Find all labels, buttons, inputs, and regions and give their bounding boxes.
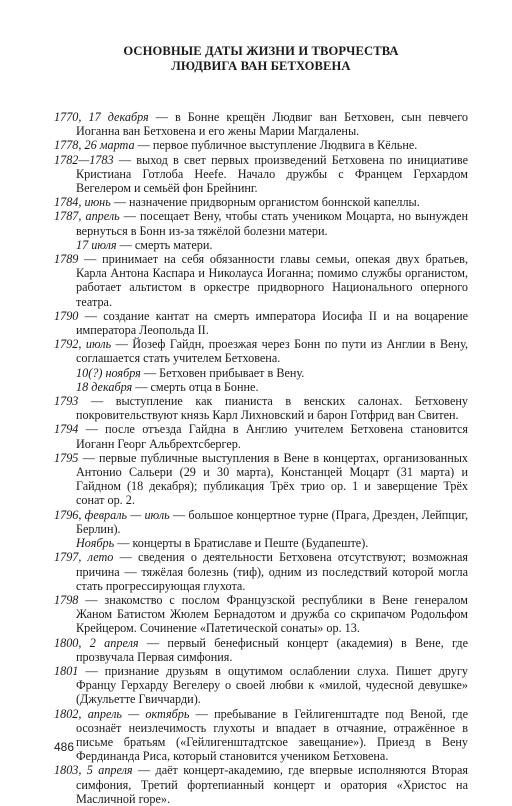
entry-date: 1790 (54, 308, 79, 323)
entry-date: 1784, июнь (54, 195, 111, 210)
document-page (54, 44, 468, 806)
entry-date: 1789 (54, 252, 79, 267)
chronology-entry (54, 664, 468, 707)
chronology-entry (54, 110, 468, 138)
title-line-1: ОСНОВНЫЕ ДАТЫ ЖИЗНИ И ТВОРЧЕСТВА (123, 44, 399, 58)
entry-text: — в Бонне крещён Людвиг ван Бетховен, сын певчего Иоганна ван Бетховена и его жены Марии Магдалены. (76, 110, 468, 139)
chronology-entry (54, 153, 468, 196)
chronology-entry (54, 636, 468, 664)
chronology-entry (54, 550, 468, 593)
entry-text: — первый бенефисный концерт (академия) в Вене, где прозвучала Первая симфония. (76, 635, 468, 664)
entry-date: 1795 (54, 450, 79, 465)
entry-date: 1803, 5 апреля (54, 763, 133, 778)
entry-date: 1778, 26 марта (54, 138, 135, 153)
entry-date: 1782—1783 (54, 152, 114, 167)
chronology-entry (54, 195, 468, 209)
entry-text: — принимает на себя обязанности главы семьи, опекая двух братьев, Карла Антона Каспара и Николауса Иоганна; помимо службы органистом, работает альтистом в оркестре придворного Национального оперного театра. (76, 252, 468, 309)
chronology-entry (54, 707, 468, 764)
entry-date: 1798 (54, 592, 79, 607)
entry-date: 1796, февраль — июль (54, 507, 170, 522)
chronology-entry (54, 593, 468, 636)
subentry-date: 10(?) ноября (76, 365, 141, 380)
chronology-subentry (54, 536, 468, 550)
page-number: 486 (54, 740, 75, 754)
entry-date: 1800, 2 апреля (54, 635, 139, 650)
entry-date: 1792, июль (54, 337, 112, 352)
entry-text: — после отъезда Гайдна в Англию учителем Бетховена становится Иоганн Георг Альбрехтсбергер. (76, 422, 468, 451)
chronology-entry (54, 252, 468, 309)
subentry-date: 17 июля (76, 237, 117, 252)
chronology-entry (54, 422, 468, 450)
subentry-date: Ноябрь (76, 536, 115, 551)
entry-date: 1770, 17 декабря (54, 110, 149, 124)
chronology-entry (54, 394, 468, 422)
entry-date: 1801 (54, 663, 79, 678)
entry-text: — Йозеф Гайдн, проезжая через Бонн по пути из Англии в Вену, соглашается стать учителем Бетховена. (76, 337, 468, 366)
entry-text: — выход в свет первых произведений Бетховена по инициативе Кристиана Готлоба Нееfe. Начало дружбы с Францем Герхардом Вегелером и семьёй фон Брейнинг. (76, 152, 468, 196)
chronology-entry (54, 138, 468, 152)
entry-date: 1793 (54, 394, 79, 409)
subentry-date: 18 декабря (76, 379, 133, 394)
subentry-text: — смерть отца в Бонне. (132, 379, 259, 394)
chronology-entry (54, 337, 468, 365)
subentry-text: — Бетховен прибывает в Вену. (140, 365, 305, 380)
chronology-subentry (54, 380, 468, 394)
entry-text: — выступление как пианиста в венских салонах. Бетховену покровительствуют князь Карл Лихновский и барон Готфрид ван Свитен. (76, 394, 468, 423)
entry-text: — сведения о деятельности Бетховена отсутствуют; возможная причина — тяжёлая болезнь (тиф), одним из последствий которой могла стать прогрессирующая глухота. (76, 550, 468, 593)
subentry-text: — смерть матери. (116, 237, 213, 252)
entry-text: — посещает Вену, чтобы стать учеником Моцарта, но вынужден вернуться в Бонн из-за тяжёлой болезни матери. (76, 209, 468, 238)
entry-date: 1787, апрель (54, 209, 120, 224)
title-line-2: ЛЮДВИГА ВАН БЕТХОВЕНА (171, 59, 351, 73)
chronology-entry (54, 508, 468, 536)
chronology-entry (54, 209, 468, 237)
entry-date: 1802, апрель — октябрь (54, 706, 190, 721)
entry-text: — большое концертное турне (Прага, Дрезден, Лейпциг, Берлин). (76, 507, 468, 536)
entry-text: — даёт концерт-академию, где впервые исполняются Вторая симфония, Третий фортепианный концерт и оратория «Христос на Масличной горе». (76, 763, 468, 806)
entry-text: — признание друзьям в ощутимом ослаблении слуха. Пишет другу Францу Герхарду Вегелеру о своей любви к «милой, чудесной девушке» (Джульетте Гвиччарди). (76, 663, 468, 707)
entry-text: — назначение придворным органистом боннской капеллы. (110, 195, 420, 210)
subentry-text: — концерты в Братиславе и Пеште (Будапеште). (114, 536, 369, 551)
chronology-subentry (54, 238, 468, 252)
entry-text: — пребывание в Гейлигенштадте под Веной, где осознаёт неизлечимость глухоты и впадает в отчаяние, отражённое в письме братьям («Гейлигенштадтское завещание»). Приезд в Вену Фердинанда Риса, который становится учеником Бетховена. (76, 706, 468, 764)
entry-text: — первое публичное выступление Людвига в Кёльне. (134, 138, 418, 153)
chronology-subentry (54, 366, 468, 380)
chronology-entry (54, 309, 468, 337)
entry-text: — создание кантат на смерть императора Иосифа II и на воцарение императора Леопольда II. (76, 308, 468, 338)
chronology-entry (54, 451, 468, 508)
page-title (54, 44, 468, 74)
entry-date: 1794 (54, 422, 79, 437)
entry-date: 1797, лето (54, 550, 114, 565)
entry-text: — первые публичные выступления в Вене в концертах, организованных Антонио Сальери (29 и 30 марта), Констанцей Моцарт (31 марта) и Гайдном (18 декабря); публикация Трёх трио ор. 1 и заверщение Трёх сонат ор. 2. (76, 450, 468, 508)
entry-text: — знакомство с послом Французской республики в Вене генералом Жаном Батистом Жюлем Бернадотом и дружба со скрипачом Родольфом Крейцером. Сочинение «Патетической сонаты» ор. 13. (76, 592, 468, 636)
